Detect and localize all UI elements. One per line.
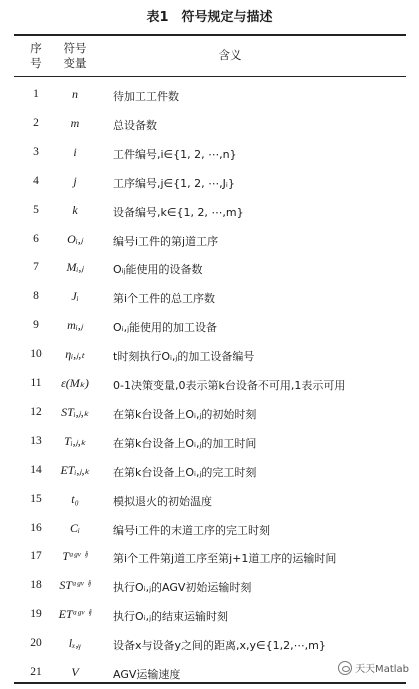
row-symbol: ETᵃᵍᵛ ⁱʲ [58, 607, 92, 622]
row-symbol: ε(Mₖ) [61, 376, 89, 390]
header-symbol [54, 41, 96, 71]
table-title: 表1 符号规定与描述 [146, 10, 273, 25]
row-number: 13 [30, 434, 42, 447]
row-number: 18 [30, 579, 42, 592]
header-meaning: 含义 [218, 48, 242, 62]
row-meaning: 在第k台设备上Oᵢ,ⱼ的初始时刻 [113, 407, 257, 421]
table-row [0, 399, 419, 428]
table-row [0, 254, 419, 283]
row-number: 1 [33, 88, 39, 100]
wechat-icon [338, 661, 352, 675]
table-row [0, 283, 419, 312]
row-symbol: STᵢ,ⱼ,ₖ [61, 404, 89, 419]
row-meaning: t时刻执行Oᵢ,ⱼ的加工设备编号 [113, 350, 255, 364]
table-row [0, 168, 419, 197]
row-meaning: Oᵢ,ⱼ能使用的加工设备 [113, 321, 218, 335]
row-number: 9 [33, 319, 39, 332]
row-meaning: Oᵢⱼ能使用的设备数 [113, 263, 203, 277]
row-number: 5 [33, 203, 39, 216]
row-meaning: 在第k台设备上Oᵢ,ⱼ的完工时刻 [113, 465, 257, 479]
row-symbol: V [71, 665, 79, 679]
row-symbol: Oᵢ,ⱼ [67, 231, 83, 246]
row-number: 19 [30, 608, 42, 621]
table-row [0, 312, 419, 341]
row-symbol: m [70, 115, 80, 130]
row-number: 4 [33, 174, 39, 187]
row-number: 11 [30, 377, 42, 389]
table-row [0, 341, 419, 370]
row-meaning: 设备x与设备y之间的距离,x,y∈{1,2,⋯,m} [113, 639, 326, 653]
header-seq-line2: 号 [30, 56, 42, 70]
row-number: 10 [30, 348, 42, 361]
row-meaning: 设备编号,k∈{1, 2, ⋯,m} [113, 205, 244, 219]
header-seq [22, 41, 50, 71]
row-symbol: i [73, 144, 77, 159]
row-number: 14 [30, 463, 42, 476]
table-row [0, 543, 419, 572]
row-meaning: 执行Oᵢ,ⱼ的AGV初始运输时刻 [113, 581, 252, 595]
row-number: 6 [33, 232, 39, 245]
row-meaning: 第i个工件第j道工序至第j+1道工序的运输时间 [113, 552, 337, 566]
table-row [0, 139, 419, 168]
row-symbol: lₓ,ᵧ [68, 636, 82, 651]
watermark [338, 660, 409, 675]
header-symbol-line2: 变量 [63, 56, 87, 70]
table-row [0, 630, 419, 659]
row-number: 7 [33, 261, 39, 274]
row-meaning: 0-1决策变量,0表示第k台设备不可用,1表示可用 [113, 379, 346, 392]
table-row [0, 226, 419, 255]
row-meaning: 编号i工件的末道工序的完工时刻 [113, 523, 271, 537]
row-meaning: 工件编号,i∈{1, 2, ⋯,n} [113, 147, 237, 161]
row-symbol: Mᵢ,ⱼ [66, 260, 84, 275]
row-number: 16 [30, 521, 42, 534]
row-meaning: 编号i工件的第j道工序 [113, 234, 219, 248]
row-number: 8 [33, 290, 39, 303]
row-number: 3 [33, 145, 39, 158]
table-row [0, 197, 419, 226]
row-symbol: Tᵃᵍᵛ ⁱʲ [62, 549, 88, 564]
row-meaning: 模拟退火的初始温度 [113, 494, 212, 508]
row-symbol: j [73, 173, 77, 188]
header-symbol-line1: 符号 [63, 41, 87, 55]
row-symbol: n [72, 87, 78, 101]
header-seq-line1: 序 [30, 41, 42, 55]
row-symbol: Cᵢ [70, 520, 80, 535]
row-number: 20 [30, 637, 42, 650]
row-meaning: 待加工工件数 [113, 90, 179, 103]
row-symbol: ηᵢ,ⱼ,ₜ [65, 347, 85, 362]
row-symbol: Jᵢ [71, 289, 79, 304]
header-rule [14, 76, 406, 77]
row-number: 17 [30, 550, 42, 563]
table-row [0, 486, 419, 515]
row-symbol: ETᵢ,ⱼ,ₖ [60, 462, 90, 477]
table-row [0, 428, 419, 457]
table-row [0, 370, 419, 399]
row-meaning: 工序编号,j∈{1, 2, ⋯,Jᵢ} [113, 176, 235, 190]
row-meaning: 执行Oᵢ,ⱼ的结束运输时刻 [113, 610, 229, 624]
table-row [0, 81, 419, 110]
row-number: 2 [33, 116, 39, 129]
row-meaning: 第i个工件的总工序数 [113, 292, 216, 306]
row-symbol: Tᵢ,ⱼ,ₖ [64, 433, 86, 448]
row-meaning: AGV运输速度 [113, 668, 181, 681]
table-row [0, 110, 419, 139]
row-number: 21 [30, 666, 42, 678]
row-number: 12 [30, 405, 42, 418]
row-meaning: 在第k台设备上Oᵢ,ⱼ的加工时间 [113, 436, 257, 450]
row-meaning: 总设备数 [113, 118, 157, 132]
table-row [0, 515, 419, 544]
table-row [0, 457, 419, 486]
row-symbol: k [72, 202, 78, 217]
row-symbol: mᵢ,ⱼ [67, 318, 83, 333]
row-symbol: t₀ [71, 491, 79, 506]
row-symbol: STᵃᵍᵛ ⁱʲ [59, 578, 91, 593]
bottom-rule [14, 682, 406, 684]
watermark-text: 天天Matlab [355, 664, 409, 675]
table-row [0, 572, 419, 601]
row-number: 15 [30, 492, 42, 505]
top-rule [14, 34, 406, 36]
table-row [0, 601, 419, 630]
